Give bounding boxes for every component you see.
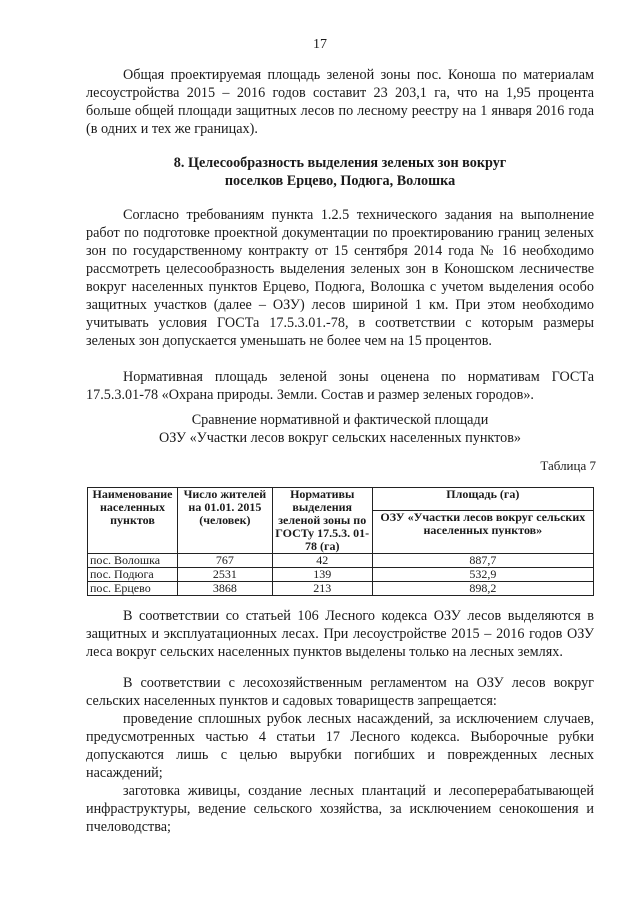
comparison-table xyxy=(87,487,594,596)
header-norm: Нормативы выделения зеленой зоны по ГОСТу 17.5.3. 01-78 (га) xyxy=(272,488,372,554)
cell-area: 898,2 xyxy=(372,582,593,596)
body-paragraph-2: В соответствии с лесохозяйственным регламентом на ОЗУ лесов вокруг сельских населенных пунктов и садовых товариществ запрещается: xyxy=(86,675,594,709)
cell-norm: 213 xyxy=(272,582,372,596)
cell-name: пос. Волошка xyxy=(88,554,178,568)
cell-area: 887,7 xyxy=(372,554,593,568)
header-name: Наименование населенных пунктов xyxy=(88,488,178,554)
table-label: Таблица 7 xyxy=(540,458,596,473)
body-paragraph-4: заготовка живицы, создание лесных плантаций и лесоперерабатывающей инфраструктуры, ведение сельского хозяйства, за исключением сенокошения и пчеловодства; xyxy=(86,783,594,835)
section-paragraph-1: Согласно требованиям пункта 1.2.5 технического задания на выполнение работ по подготовке проектной документации по проектированию границ зеленых зон по государственному контракту от 15 сентября 2014 года № 16 необходимо рассмотреть целесообразность выделения зеленых зон в Коношском лесничестве вокруг населенных пунктов Ерцево, Подюга, Волошка с учетом выделения особо защитных участков (далее – ОЗУ) лесов шириной 1 км. При этом необходимо учитывать условия ГОСТа 17.5.3.01.-78, в соответствии с которым размеры зеленых зон допускается уменьшать не более чем на 15 процентов. xyxy=(86,207,594,349)
header-population: Число жителей на 01.01. 2015 (человек) xyxy=(177,488,272,554)
header-area-sub: ОЗУ «Участки лесов вокруг сельских населенных пунктов» xyxy=(372,510,593,553)
section-heading xyxy=(86,154,594,190)
section-heading-line1: 8. Целесообразность выделения зеленых зон вокруг xyxy=(173,155,507,171)
cell-population: 767 xyxy=(177,554,272,568)
section-paragraph-2: Нормативная площадь зеленой зоны оценена по нормативам ГОСТа 17.5.3.01-78 «Охрана природы. Земли. Состав и размер зеленых городов». xyxy=(86,369,594,403)
body-paragraph-3: проведение сплошных рубок лесных насаждений, за исключением случаев, предусмотренных частью 4 статьи 17 Лесного кодекса. Выборочные рубки допускаются лишь с целью вырубки погибших и поврежденных лесных насаждений; xyxy=(86,711,594,781)
body-paragraph-1: В соответствии со статьей 106 Лесного кодекса ОЗУ лесов выделяются в защитных и эксплуатационных лесах. При лесоустройстве 2015 – 2016 годов ОЗУ леса вокруг сельских населенных пунктов выделены только на лесных землях. xyxy=(86,608,594,660)
header-area-group: Площадь (га) xyxy=(372,488,593,511)
cell-area: 532,9 xyxy=(372,568,593,582)
cell-norm: 139 xyxy=(272,568,372,582)
table-caption-line1: Сравнение нормативной и фактической площади xyxy=(191,412,489,428)
table-row xyxy=(88,568,594,582)
page-number: 17 xyxy=(313,37,327,52)
table-row xyxy=(88,554,594,568)
cell-name: пос. Подюга xyxy=(88,568,178,582)
table-caption-line2: ОЗУ «Участки лесов вокруг сельских населенных пунктов» xyxy=(158,430,522,446)
intro-paragraph: Общая проектируемая площадь зеленой зоны пос. Коноша по материалам лесоустройства 2015 – 2016 годов составит 23 203,1 га, что на 1,95 процента больше общей площади защитных лесов по лесному реестру на 1 января 2016 года (в одних и тех же границах). xyxy=(86,67,594,137)
cell-population: 2531 xyxy=(177,568,272,582)
cell-norm: 42 xyxy=(272,554,372,568)
cell-population: 3868 xyxy=(177,582,272,596)
table-row xyxy=(88,582,594,596)
section-heading-line2: поселков Ерцево, Подюга, Волошка xyxy=(224,173,456,189)
cell-name: пос. Ерцево xyxy=(88,582,178,596)
table-caption xyxy=(86,411,594,447)
